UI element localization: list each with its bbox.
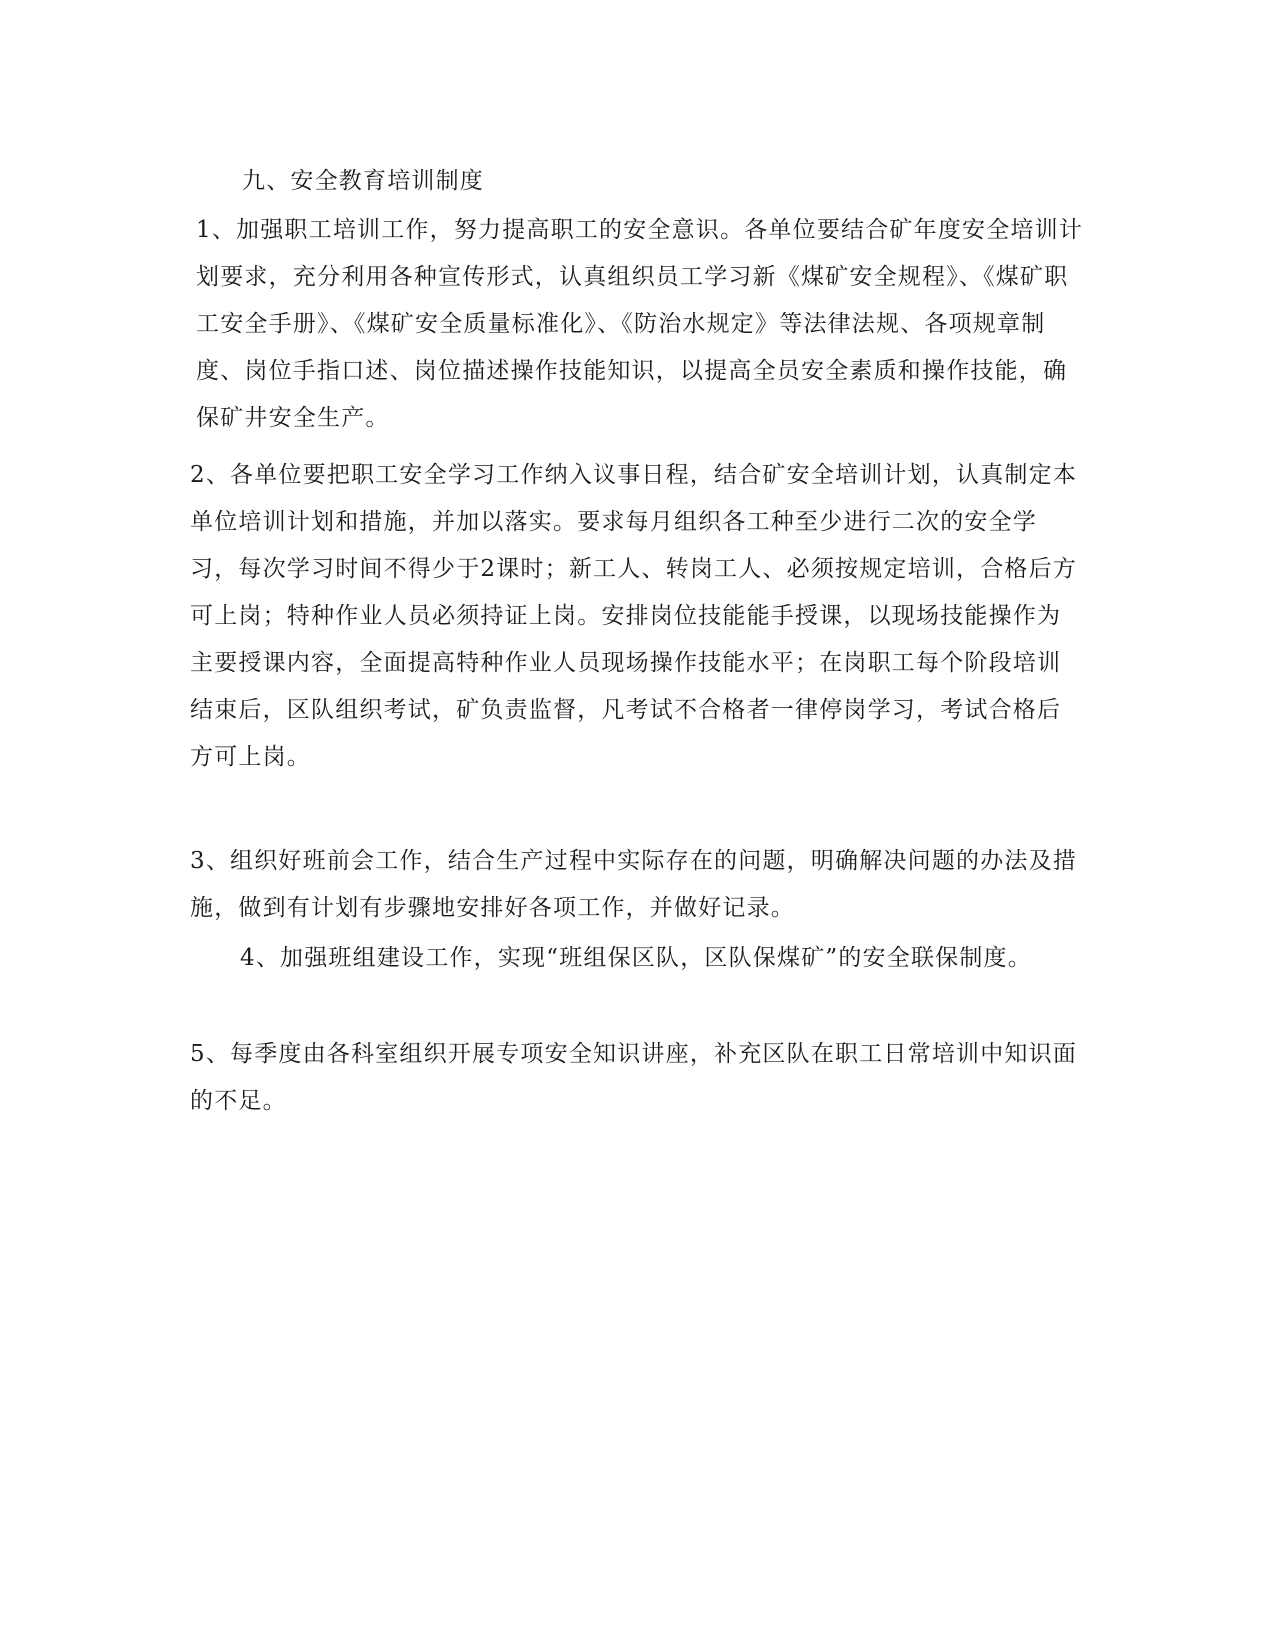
paragraph-item-5: 5、每季度由各科室组织开展专项安全知识讲座，补充区队在职工日常培训中知识面的不足。 — [190, 1041, 1078, 1114]
paragraph-item-1: 1、加强职工培训工作，努力提高职工的安全意识。各单位要结合矿年度安全培训计划要求，充分利用各种宣传形式，认真组织员工学习新《煤矿安全规程》、《煤矿职工安全手册》、《煤矿安全质量标准化》、《防治水规定》等法律法规、各项规章制度、岗位手指口述、岗位描述操作技能知识，以提高全员安全素质和操作技能，确保矿井安全生产。 — [196, 217, 1084, 431]
paragraph-item-2: 2、各单位要把职工安全学习工作纳入议事日程，结合矿安全培训计划，认真制定本单位培训计划和措施，并加以落实。要求每月组织各工种至少进行二次的安全学习，每次学习时间不得少于2课时；新工人、转岗工人、必须按规定培训，合格后方可上岗；特种作业人员必须持证上岗。安排岗位技能能手授课，以现场技能操作为主要授课内容，全面提高特种作业人员现场操作技能水平；在岗职工每个阶段培训结束后，区队组织考试，矿负责监督，凡考试不合格者一律停岗学习，考试合格后方可上岗。 — [190, 462, 1078, 770]
paragraph-item-3: 3、组织好班前会工作，结合生产过程中实际存在的问题，明确解决问题的办法及措施，做到有计划有步骤地安排好各项工作，并做好记录。 — [190, 848, 1078, 921]
paragraph-item-4: 4、加强班组建设工作，实现“班组保区队，区队保煤矿”的安全联保制度。 — [240, 945, 1032, 971]
section-heading: 九、安全教育培训制度 — [242, 168, 484, 194]
